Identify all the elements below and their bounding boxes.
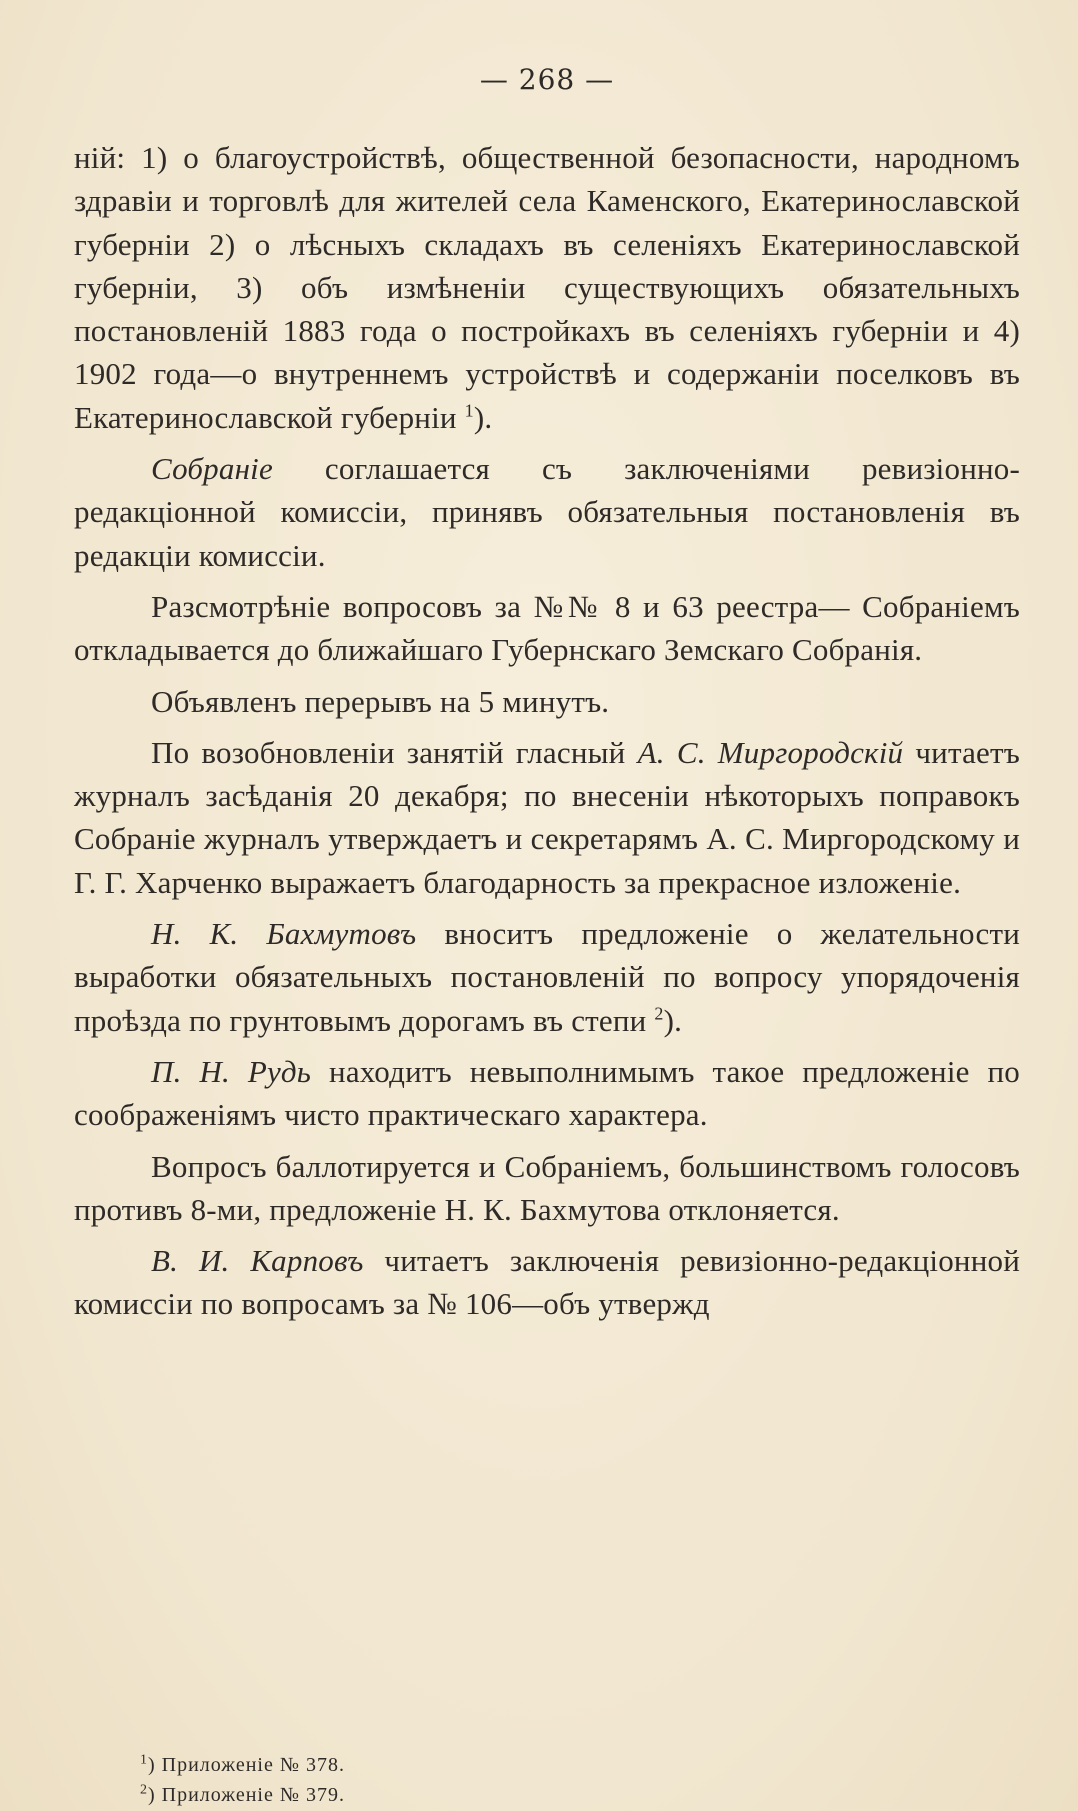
paragraph-p2	[74, 447, 1020, 577]
text-run: Объявленъ перерывъ на 5 минутъ.	[151, 683, 610, 719]
speaker-name: П. Н. Рудь	[151, 1053, 312, 1089]
text-run: находитъ невыполнимымъ такое предложеніе по соображеніямъ чисто практическаго характера.	[74, 1053, 1020, 1133]
speaker-name: Н. К. Бахмутовъ	[151, 916, 417, 952]
paragraph-p1	[74, 136, 1020, 439]
text-run: читаетъ журналъ засѣданія 20 декабря; по внесеніи нѣкоторыхъ поправокъ Собраніе журналъ утверждаетъ и секретарямъ А. С. Миргородскому и Г. Г. Харченко выражаетъ благодарность за прекрасное изложеніе.	[74, 734, 1020, 900]
page-number: — 268 —	[479, 63, 615, 96]
body-text	[74, 136, 1020, 1326]
speaker-name: А. С. Миргородскій	[637, 734, 904, 770]
paragraph-p7	[74, 1050, 1020, 1137]
paragraph-p9	[74, 1239, 1020, 1326]
text-run: По возобновленіи занятій гласный	[151, 734, 638, 770]
paragraph-p5	[74, 731, 1020, 904]
text-run: Разсмотрѣніе вопросовъ за №№ 8 и 63 реестра— Собраніемъ откладывается до ближайшаго Губернскаго Земскаго Собранія.	[74, 588, 1020, 668]
paragraph-p8	[74, 1145, 1020, 1232]
footnote-reference: 1	[464, 400, 474, 421]
text-run: ).	[663, 1002, 683, 1038]
footnote-1	[140, 1754, 345, 1777]
paragraph-p6	[74, 912, 1020, 1042]
paragraph-p3	[74, 585, 1020, 672]
footnote-text: ) Приложеніе № 378.	[148, 1754, 345, 1776]
footnote-2	[140, 1784, 345, 1807]
footnote-reference: 2	[654, 1003, 664, 1024]
text-run: читаетъ заключенія ревизіонно-редакціонной комиссіи по вопросамъ за № 106—объ утвержд	[74, 1243, 1020, 1322]
footnote-mark: 2	[140, 1782, 148, 1798]
paragraph-p4	[74, 680, 1020, 723]
text-run: ).	[473, 399, 493, 435]
speaker-name: Собраніе	[151, 451, 273, 487]
text-run: вноситъ предложеніе о желательности выработки обязательныхъ постановленій по вопросу упорядоченія проѣзда по грунтовымъ дорогамъ въ степи	[74, 916, 1020, 1038]
text-run: ній: 1) о благоустройствѣ, общественной безопасности, народномъ здравіи и торговлѣ для жителей села Каменского, Екатеринославской губерніи 2) о лѣсныхъ складахъ въ селеніяхъ Екатеринославской губерніи, 3) объ измѣненіи существующихъ обязательныхъ постановленій 1883 года о постройкахъ въ селеніяхъ губерніи и 4) 1902 года—о внутреннемъ устройствѣ и содержаніи поселковъ въ Екатеринославской губерніи	[74, 140, 1020, 435]
text-run: соглашается съ заключеніями ревизіонно-редакціонной комиссіи, принявъ обязательныя постановленія въ редакціи комиссіи.	[74, 451, 1020, 573]
footnote-mark: 1	[140, 1752, 148, 1768]
text-run: Вопросъ баллотируется и Собраніемъ, большинствомъ голосовъ противъ 8-ми, предложеніе Н. К. Бахмутова отклоняется.	[74, 1148, 1020, 1227]
speaker-name: В. И. Карповъ	[151, 1243, 364, 1279]
page-content	[74, 60, 1020, 1326]
footnote-text: ) Приложеніе № 379.	[148, 1784, 345, 1806]
